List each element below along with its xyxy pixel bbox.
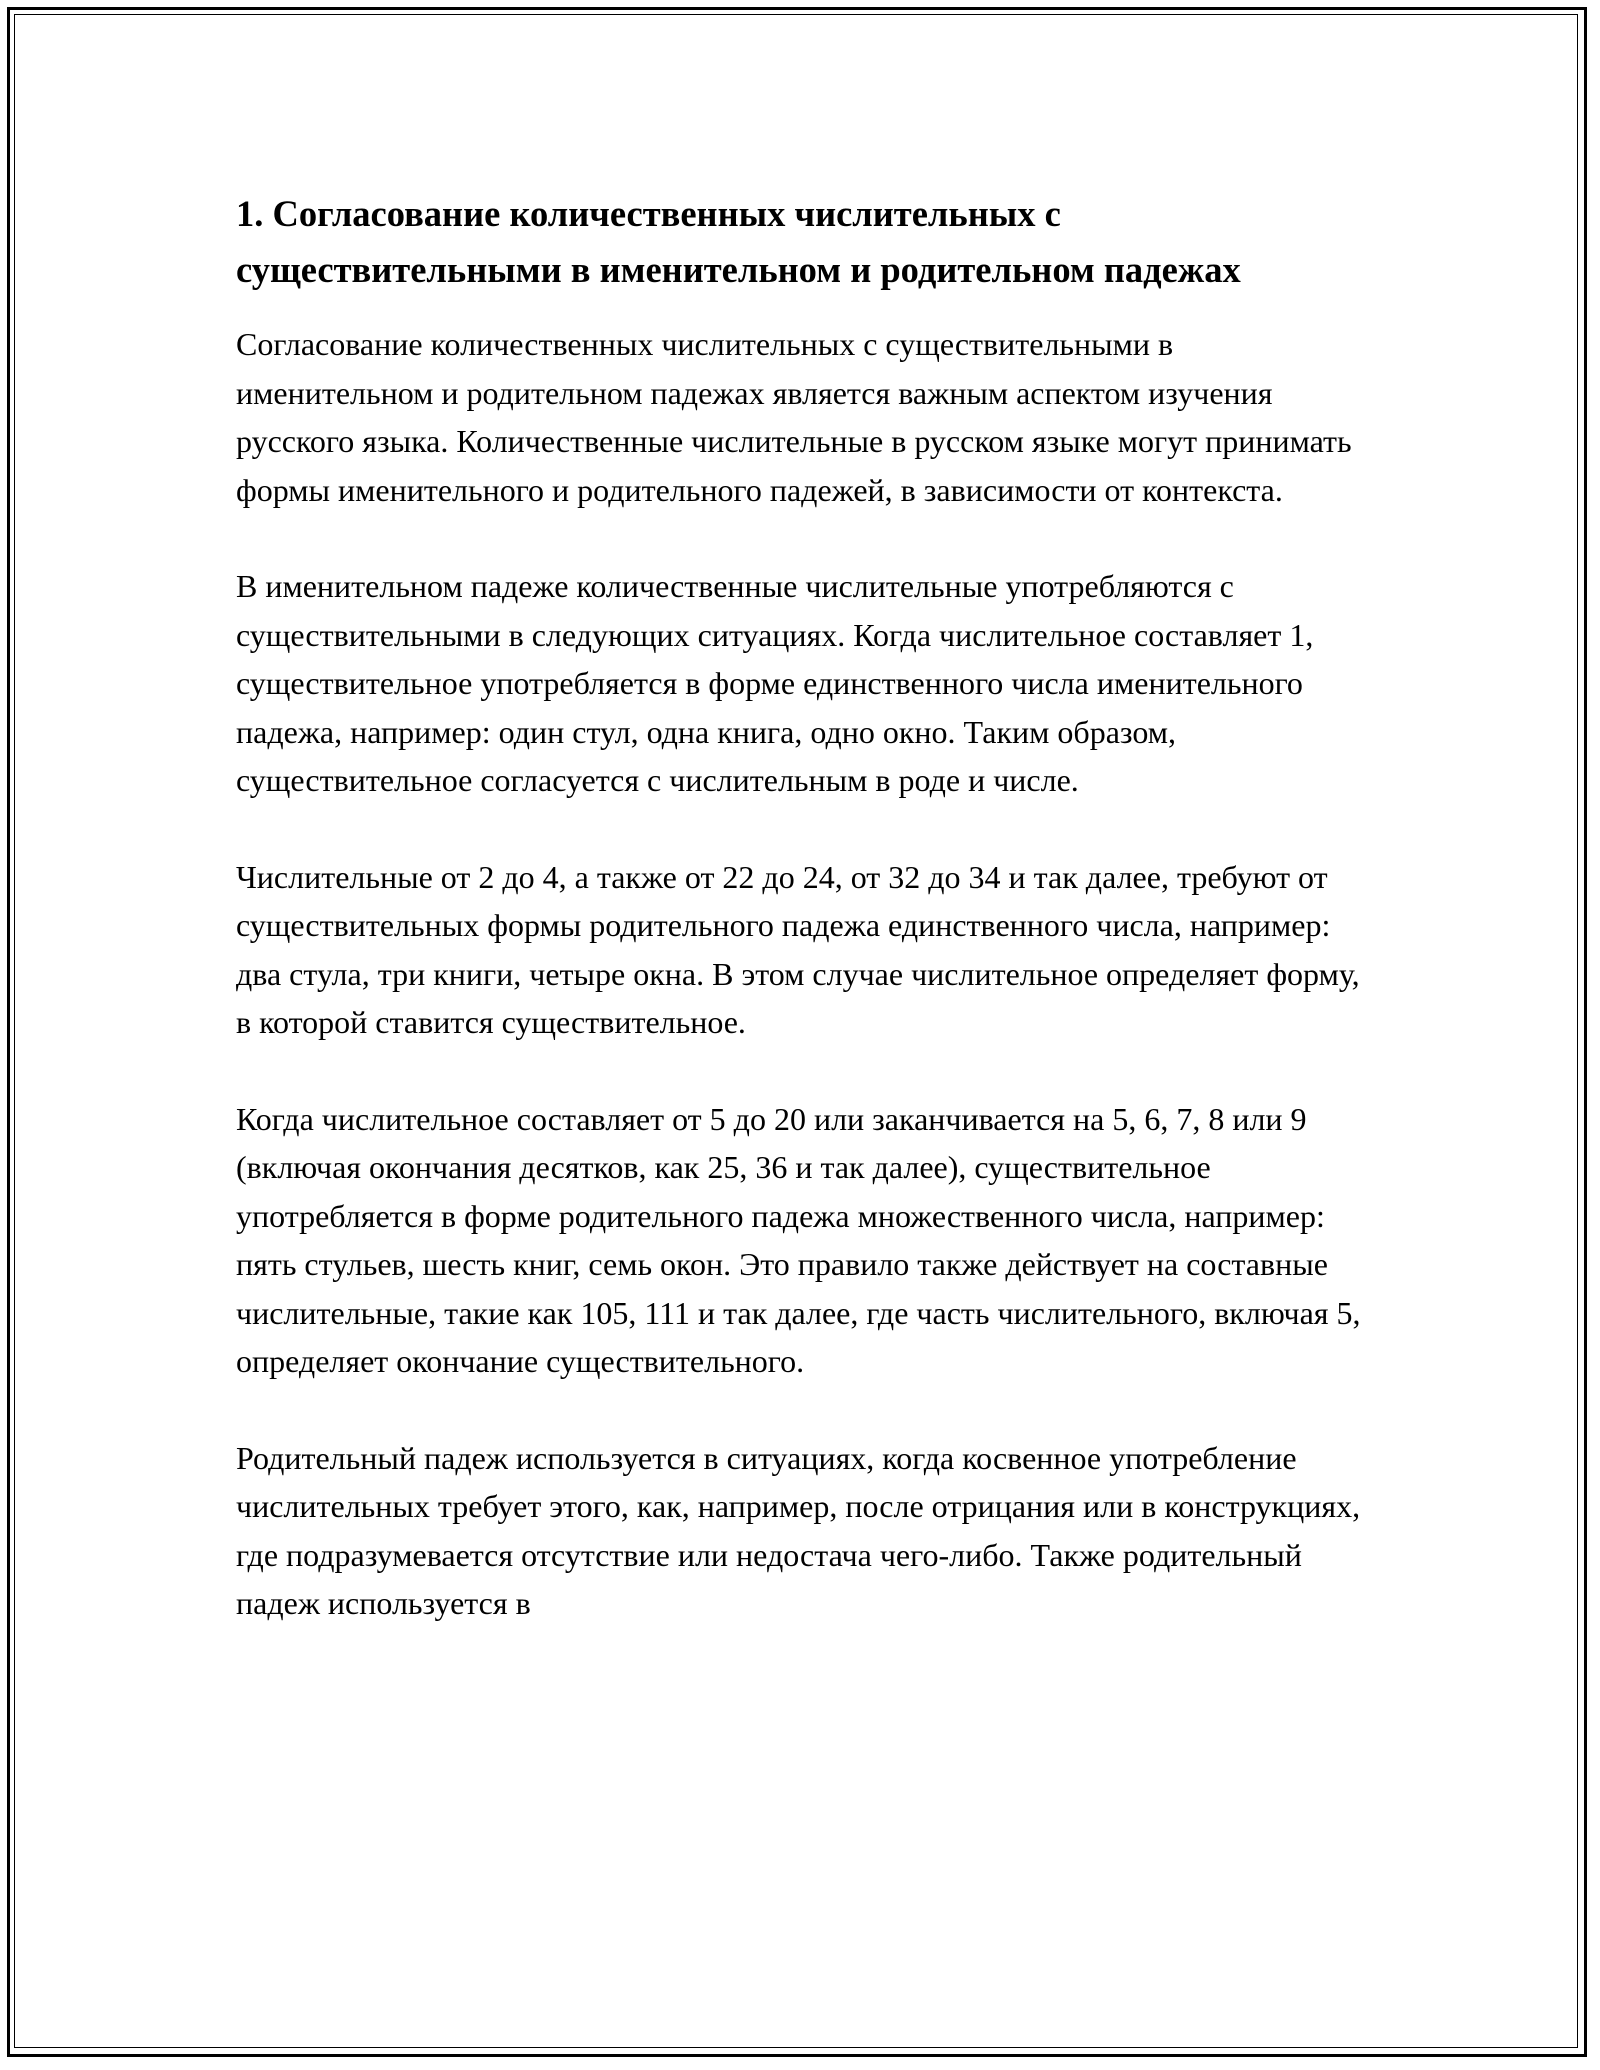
document-body [236, 186, 1366, 1676]
section-heading: 1. Согласование количественных числительных с существительными в именительном и родительном падежах [236, 193, 1241, 290]
paragraph-intro: Согласование количественных числительных с существительными в именительном и родительном падежах является важным аспектом изучения русского языка. Количественные числительные в русском языке могут принимать формы именительного и родительного падежей, в зависимости от контекста. [236, 326, 1352, 508]
paragraph-genitive: Родительный падеж используется в ситуациях, когда косвенное употребление числительных требует этого, как, например, после отрицания или в конструкциях, где подразумевается отсутствие или недостача чего-либо. Также родительный падеж используется в [236, 1439, 1361, 1621]
paragraph-five-to-twenty: Когда числительное составляет от 5 до 20 или заканчивается на 5, 6, 7, 8 или 9 (включая окончания десятков, как 25, 36 и так далее), существительное употребляется в форме родительного падежа множественного числа, например: пять стульев, шесть книг, семь окон. Это правило также действует на составные числительные, такие как 105, 111 и так далее, где часть числительного, включая 5, определяет окончание существительного. [236, 1100, 1361, 1379]
paragraph-nominative: В именительном падеже количественные числительные употребляются с существительными в следующих ситуациях. Когда числительное составляет 1, существительное употребляется в форме единственного числа именительного падежа, например: один стул, одна книга, одно окно. Таким образом, существительное согласуется с числительным в роде и числе. [236, 568, 1314, 798]
paragraph-two-to-four: Числительные от 2 до 4, а также от 22 до 24, от 32 до 34 и так далее, требуют от существительных формы родительного падежа единственного числа, например: два стула, три книги, четыре окна. В этом случае числительное определяет форму, в которой ставится существительное. [236, 858, 1360, 1040]
